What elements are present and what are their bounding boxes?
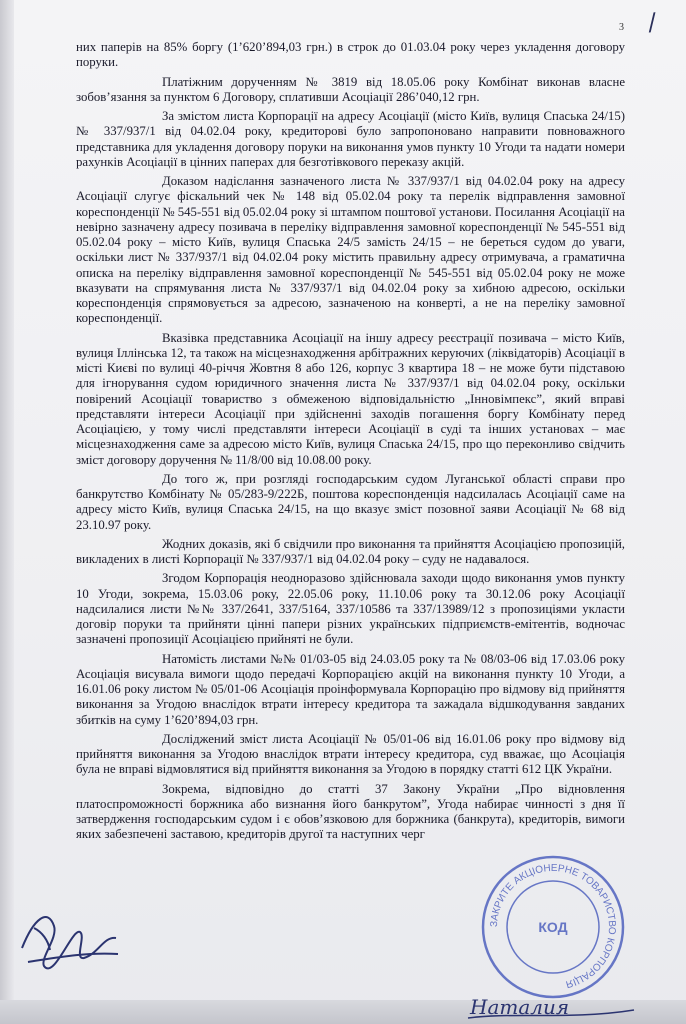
page-number: 3 [619,22,624,33]
bottom-signature [462,990,642,1024]
paragraph-1: них паперів на 85% боргу (1’620’894,03 грн.) в строк до 01.03.04 року через укладення договору поруки. [76,40,625,70]
company-stamp [478,852,628,1002]
paragraph-9: Натомість листами №№ 01/03-05 від 24.03.05 року та № 08/03-06 від 17.03.06 року Асоціація висувала вимоги щодо передачі Корпорацією акцій на виконання пункту 10 Угоди, а 16.01.06 року листом № 05/01-06 Асоціація проінформувала Корпорацію про відмову від прийняття виконання за Угодою внаслідок втрати інтересу кредитора та зажадала відшкодування завданих збитків на суму 1’620’894,03 грн. [76,651,625,727]
page-edge [0,0,14,1024]
paragraph-2: Платіжним дорученням № 3819 від 18.05.06 року Комбінат виконав власне зобов’язання за пунктом 6 Договору, сплативши Асоціації 286’040,12 грн. [76,74,625,104]
paragraph-7: Жодних доказів, які б свідчили про виконання та прийняття Асоціацією пропозицій, викладених в листі Корпорації № 337/937/1 від 04.02.04 року – суду не надавалося. [76,536,625,566]
left-signature-icon [14,888,124,988]
bottom-signature-text: Наталия [470,995,570,1019]
paragraph-11: Зокрема, відповідно до статті 37 Закону України „Про відновлення платоспроможності боржника або визнання його банкрутом”, Угода набирає чинності з дня її затвердження господарським судом і є обов’язковою для боржника (банкрута), кредиторів, вимоги яких забезпечені заставою, кредиторів другої та наступних черг [76,781,625,842]
paragraph-3: За змістом листа Корпорації на адресу Асоціації (місто Київ, вулиця Спаська 24/15) № 337/937/1 від 04.02.04 року, кредиторові було запропоновано направити повноважного представника для укладення договору поруки на виконання умов пункту 10 Угоди та надати номери рахунків Асоціації в цінних паперах для безготівкового переказу акцій. [76,109,625,169]
paragraph-5: Вказівка представника Асоціації на іншу адресу реєстрації позивача – місто Київ, вулиця Іллінська 12, та також на місцезнаходження арбітражних керуючих (ліквідаторів) Асоціації в місті Києві по вулиці 40-річчя Жовтня 8 або 126, корпус 3 квартира 18 – не може бути підставою для ігнорування судом юридичного значення листа № 337/937/1 від 04.02.04 року, оскільки повірений Асоціації товариство з обмеженою відповідальністю „Інновімпекс”, який вправі представляти інтереси Асоціації при здійсненні заходів погашення боргу Комбінату перед Асоціацією, у тому числі представляти інтереси Асоціації в суді та інших установах – має місцезнаходження саме за адресою місто Київ, вулиця Спаська 24/15, про що переконливо свідчить зміст договору доручення № 11/8/00 від 10.08.00 року. [76,330,625,467]
paragraph-6: До того ж, при розгляді господарським судом Луганської області справи про банкрутство Комбінату № 05/283-9/222Б, поштова кореспонденція надсилалась Асоціації саме на адресу місто Київ, вулиця Спаська 24/15, на що вказує зміст позовної заяви Асоціації № 68 від 23.10.97 року. [76,471,625,532]
document-body [76,40,625,843]
paragraph-10: Досліджений зміст листа Асоціації № 05/01-06 від 16.01.06 року про відмову від прийняття виконання за Угодою внаслідок втрати інтересу кредитора, суд вважає, що Асоціація була не вправі відмовлятися від прийняття виконання за Угодою в порядку статті 612 ЦК України. [76,731,625,777]
stamp-ring-text: ЗАКРИТЕ АКЦІОНЕРНЕ ТОВАРИСТВО КОРПОРАЦІЯ [488,862,618,990]
handwritten-corner-mark: / [647,7,658,37]
paragraph-4: Доказом надіслання зазначеного листа № 337/937/1 від 04.02.04 року на адресу Асоціації слугує фіскальний чек № 148 від 05.02.04 року та перелік відправлення замовної кореспонденції № 545-551 від 05.02.04 року зі штампом поштової установи. Посилання Асоціації на невірно зазначену адресу позивача в переліку відправлення замовної кореспонденції № 545-551 від 05.02.04 року – місто Київ, вулиця Спаська 24/5 замість 24/15 – не береться судом до уваги, оскільки лист № 337/937/1 від 04.02.04 року містить правильну адресу отримувача, а граматична описка на переліку відправлення замовної кореспонденції № 545-551 від 05.02.04 року не може вказувати на спрямування листа № 337/937/1 від 04.02.04 року за хибною адресою, оскільки кореспонденція спрямовується за адресою, зазначеною на конверті, а не на переліку замовної кореспонденції. [76,174,625,326]
paragraph-8: Згодом Корпорація неодноразово здійснювала заходи щодо виконання умов пункту 10 Угоди, зокрема, 15.03.06 року, 22.05.06 року, 11.10.06 року та 30.12.06 року Асоціації надсилалися листи №№ 337/2641, 337/5164, 337/10586 та 337/13989/12 з пропозиціями укласти договір поруки та прийняти цінні папери різних українських підприємств-емітентів, водночас зазначені пропозиції Асоціацією прийняті не були. [76,571,625,647]
stamp-center-text: КОД [538,919,568,935]
